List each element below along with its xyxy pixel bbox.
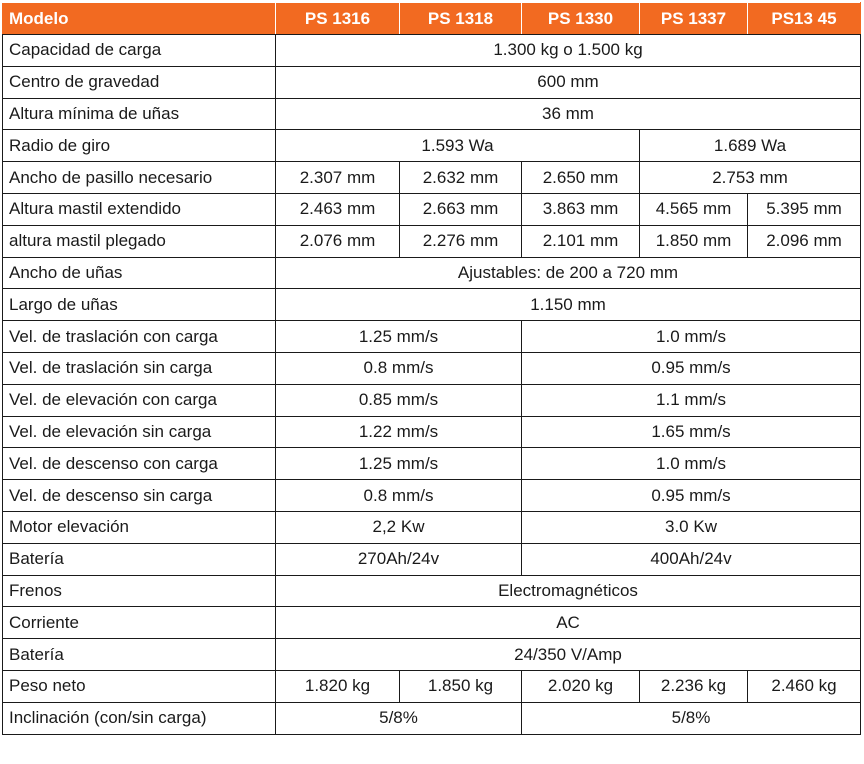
row-value: 2.650 mm — [522, 162, 640, 194]
table-row — [3, 416, 861, 448]
row-value: 0.8 mm/s — [276, 480, 522, 512]
row-label: Peso neto — [3, 670, 276, 702]
header-row — [3, 3, 861, 35]
row-value: 2.632 mm — [400, 162, 522, 194]
row-label: Largo de uñas — [3, 289, 276, 321]
table-row — [3, 321, 861, 353]
table-row — [3, 257, 861, 289]
row-label: Ancho de uñas — [3, 257, 276, 289]
table-row — [3, 448, 861, 480]
table-row — [3, 480, 861, 512]
row-value: 1.0 mm/s — [522, 448, 861, 480]
table-row — [3, 702, 861, 734]
row-value: 1.850 mm — [640, 225, 748, 257]
row-value: 5.395 mm — [748, 193, 861, 225]
row-value: 0.95 mm/s — [522, 480, 861, 512]
row-value: 1.1 mm/s — [522, 384, 861, 416]
row-value: 36 mm — [276, 98, 861, 130]
table-row — [3, 289, 861, 321]
table-row — [3, 35, 861, 67]
row-label: Altura mínima de uñas — [3, 98, 276, 130]
row-value: AC — [276, 607, 861, 639]
row-label: Vel. de elevación con carga — [3, 384, 276, 416]
row-label: Batería — [3, 543, 276, 575]
row-label: Frenos — [3, 575, 276, 607]
row-value: 24/350 V/Amp — [276, 639, 861, 671]
row-label: Vel. de descenso con carga — [3, 448, 276, 480]
row-value: 2.663 mm — [400, 193, 522, 225]
table-row — [3, 162, 861, 194]
row-value: 270Ah/24v — [276, 543, 522, 575]
table-row — [3, 225, 861, 257]
row-label: Motor elevación — [3, 511, 276, 543]
row-value: 5/8% — [522, 702, 861, 734]
header-modelo: Modelo — [3, 3, 276, 35]
row-value: 600 mm — [276, 66, 861, 98]
row-label: Centro de gravedad — [3, 66, 276, 98]
header-ps1337: PS 1337 — [640, 3, 748, 35]
table-row — [3, 66, 861, 98]
row-value: 3.863 mm — [522, 193, 640, 225]
row-value: 1.850 kg — [400, 670, 522, 702]
row-value: 1.22 mm/s — [276, 416, 522, 448]
row-label: Ancho de pasillo necesario — [3, 162, 276, 194]
row-value: 2.096 mm — [748, 225, 861, 257]
row-value: 1.25 mm/s — [276, 321, 522, 353]
row-value: 1.689 Wa — [640, 130, 861, 162]
row-value: 1.300 kg o 1.500 kg — [276, 35, 861, 67]
row-value: 1.820 kg — [276, 670, 400, 702]
row-value: 2.753 mm — [640, 162, 861, 194]
table-row — [3, 98, 861, 130]
row-value: 5/8% — [276, 702, 522, 734]
row-label: Capacidad de carga — [3, 35, 276, 67]
table-row — [3, 384, 861, 416]
row-label: Radio de giro — [3, 130, 276, 162]
row-label: Vel. de elevación sin carga — [3, 416, 276, 448]
header-ps1345: PS13 45 — [748, 3, 861, 35]
row-value: 1.593 Wa — [276, 130, 640, 162]
row-value: 2.307 mm — [276, 162, 400, 194]
table-row — [3, 543, 861, 575]
table-row — [3, 511, 861, 543]
row-value: 0.8 mm/s — [276, 352, 522, 384]
row-value: 1.0 mm/s — [522, 321, 861, 353]
header-ps1330: PS 1330 — [522, 3, 640, 35]
table-row — [3, 130, 861, 162]
table-row — [3, 607, 861, 639]
row-value: 2.460 kg — [748, 670, 861, 702]
table-row — [3, 575, 861, 607]
row-label: Inclinación (con/sin carga) — [3, 702, 276, 734]
row-value: 0.85 mm/s — [276, 384, 522, 416]
row-value: 2.463 mm — [276, 193, 400, 225]
table-row — [3, 639, 861, 671]
row-value: 2.020 kg — [522, 670, 640, 702]
row-value: 1.25 mm/s — [276, 448, 522, 480]
row-value: 2.236 kg — [640, 670, 748, 702]
row-value: 2.101 mm — [522, 225, 640, 257]
header-ps1318: PS 1318 — [400, 3, 522, 35]
spec-table — [2, 2, 861, 735]
row-value: 1.65 mm/s — [522, 416, 861, 448]
table-row — [3, 352, 861, 384]
row-value: Electromagnéticos — [276, 575, 861, 607]
row-label: altura mastil plegado — [3, 225, 276, 257]
row-value: 400Ah/24v — [522, 543, 861, 575]
spec-body — [3, 35, 861, 735]
row-label: Vel. de traslación con carga — [3, 321, 276, 353]
row-label: Batería — [3, 639, 276, 671]
row-label: Corriente — [3, 607, 276, 639]
table-row — [3, 193, 861, 225]
row-value: 3.0 Kw — [522, 511, 861, 543]
row-value: 1.150 mm — [276, 289, 861, 321]
row-value: Ajustables: de 200 a 720 mm — [276, 257, 861, 289]
table-row — [3, 670, 861, 702]
row-label: Altura mastil extendido — [3, 193, 276, 225]
row-value: 0.95 mm/s — [522, 352, 861, 384]
row-label: Vel. de descenso sin carga — [3, 480, 276, 512]
row-value: 2.276 mm — [400, 225, 522, 257]
header-ps1316: PS 1316 — [276, 3, 400, 35]
row-label: Vel. de traslación sin carga — [3, 352, 276, 384]
row-value: 2.076 mm — [276, 225, 400, 257]
row-value: 2,2 Kw — [276, 511, 522, 543]
row-value: 4.565 mm — [640, 193, 748, 225]
